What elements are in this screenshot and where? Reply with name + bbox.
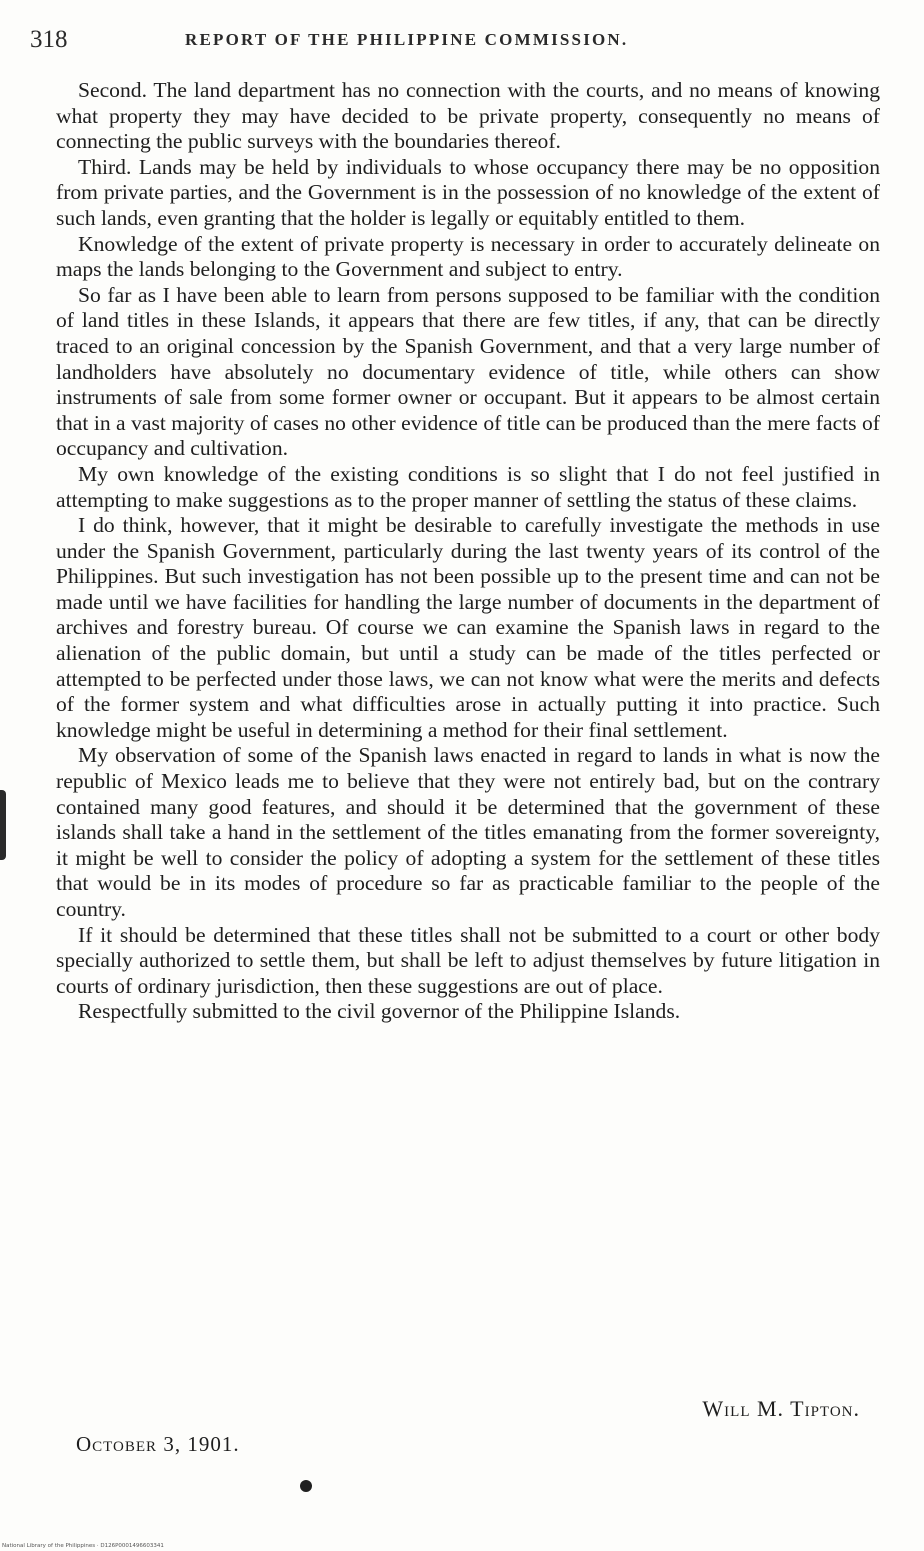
scan-edge-shadow — [0, 790, 6, 860]
paragraph-my-observation: My observation of some of the Spanish laws enacted in regard to lands in what is now the republic of Mexico leads me to believe that they were not entirely bad, but on the contrary contained many good features, and should it be determined that the government of these islands shall take a hand in the settlement of the titles emanating from the former sovereignty, it might be well to consider the policy of adopting a system for the settlement of these titles that would be in its modes of procedure so far as practicable familiar to the people of the country. — [56, 743, 880, 921]
paragraph-my-own-knowledge: My own knowledge of the existing conditions is so slight that I do not feel justified in attempting to make suggestions as to the proper manner of settling the status of these claims. — [56, 461, 880, 512]
paragraph-if-it-should: If it should be determined that these titles shall not be submitted to a court or other body specially authorized to settle them, but shall be left to adjust themselves by future litigation in courts of ordinary jurisdiction, then these suggestions are out of place. — [56, 922, 880, 998]
running-title: REPORT OF THE PHILIPPINE COMMISSION. — [185, 30, 629, 49]
date-line: October 3, 1901. — [76, 1432, 240, 1456]
paragraph-i-do-think: I do think, however, that it might be desirable to carefully investigate the methods in use under the Spanish Government, particularly during the last twenty years of its control of the Philippines. But such investigation has not been possible up to the present time and can not be made until we have facilities for handling the large number of documents in the department of archives and forestry bureau. Of course we can examine the Spanish laws in regard to the alienation of the public domain, but until a study can be made of the titles perfected or attempted to be perfected under those laws, we can not know what were the merits and defects of the former system and what difficulties arose in actually putting it into practice. Such knowledge might be useful in determining a method for their final settlement. — [56, 513, 880, 742]
running-head — [30, 26, 890, 56]
paragraph-third: Third. Lands may be held by individuals to whose occupancy there may be no opposition from private parties, and the Government is in the possession of no knowledge of the extent of such lands, even granting that the holder is legally or equitably entitled to them. — [56, 154, 880, 230]
paragraph-respectfully: Respectfully submitted to the civil governor of the Philippine Islands. — [78, 999, 681, 1024]
paragraph-second: Second. The land department has no connection with the courts, and no means of knowing what property they may have decided to be private property, consequently no means of connecting the public surveys with the boundaries thereof. — [56, 78, 880, 154]
ink-blot — [300, 1480, 312, 1492]
paragraph-so-far: So far as I have been able to learn from persons supposed to be familiar with the condition of land titles in these Islands, it appears that there are few titles, if any, that can be directly traced to an original concession by the Spanish Government, and that a very large number of landholders have absolutely no documentary evidence of title, while others can show instruments of sale from some former owner or occupant. But it appears to be almost certain that in a vast majority of cases no other evidence of title can be produced than the mere facts of occupancy and cultivation. — [56, 282, 880, 461]
footer-credit: National Library of the Philippines · D126P0001496603341 — [2, 1543, 164, 1549]
page-number: 318 — [30, 26, 68, 53]
signature: Will M. Tipton. — [702, 1396, 860, 1421]
body-text — [56, 78, 880, 1025]
paragraph-knowledge: Knowledge of the extent of private property is necessary in order to accurately delineate on maps the lands belonging to the Government and subject to entry. — [56, 231, 880, 282]
